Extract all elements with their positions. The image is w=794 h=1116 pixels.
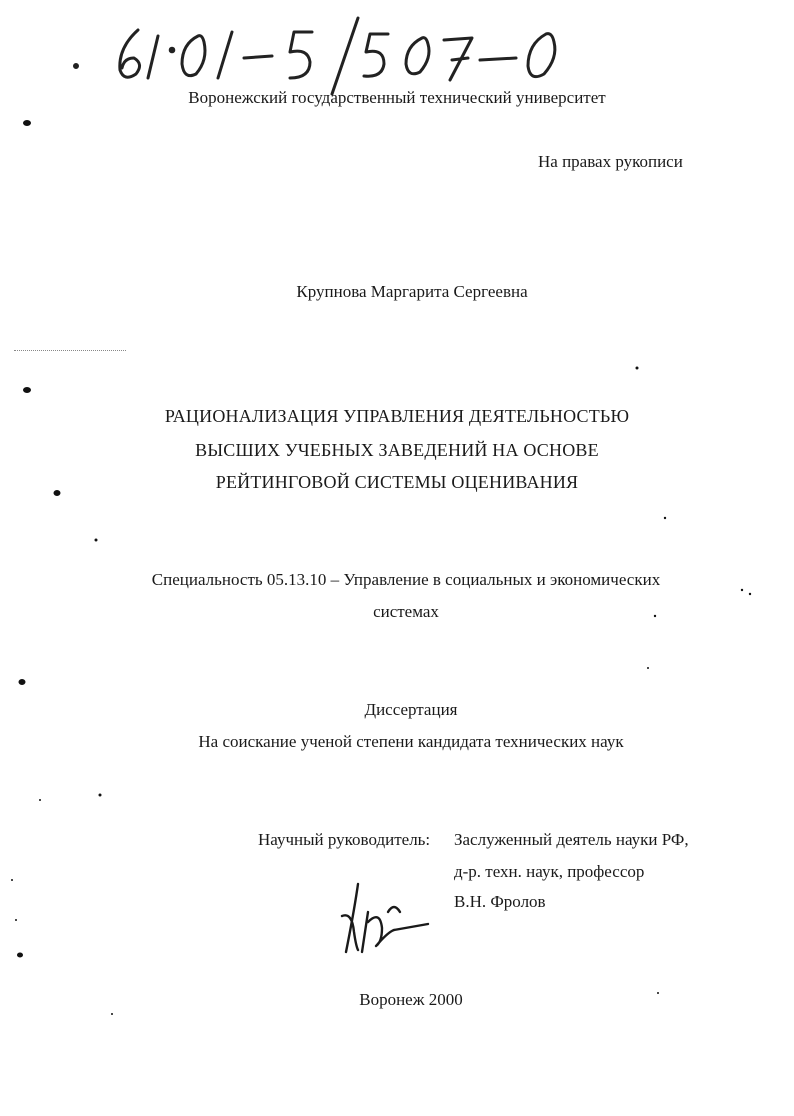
manuscript-rights-note: На правах рукописи xyxy=(538,152,683,171)
supervisor-title-2: д-р. техн. наук, профессор xyxy=(454,862,645,881)
supervisor-label: Научный руководитель: xyxy=(258,830,431,849)
author-name: Крупнова Маргарита Сергеевна xyxy=(296,282,528,301)
specialty-line-1: Специальность 05.13.10 – Управление в социальных и экономических xyxy=(151,570,661,589)
degree-line: На соискание ученой степени кандидата технических наук xyxy=(198,732,624,751)
supervisor-title-1: Заслуженный деятель науки РФ, xyxy=(454,830,689,849)
university-name: Воронежский государственный технический университет xyxy=(188,88,606,107)
supervisor-name: В.Н. Фролов xyxy=(454,892,546,911)
handwritten-signature xyxy=(328,872,438,967)
city-year: Воронеж 2000 xyxy=(359,990,463,1009)
specialty-line-2: системах xyxy=(373,602,439,621)
thesis-title-line-3: РЕЙТИНГОВОЙ СИСТЕМЫ ОЦЕНИВАНИЯ xyxy=(215,472,579,492)
handwritten-archive-code xyxy=(40,8,640,98)
work-type: Диссертация xyxy=(364,700,458,719)
thesis-title-line-2: ВЫСШИХ УЧЕБНЫХ ЗАВЕДЕНИЙ НА ОСНОВЕ xyxy=(195,440,599,460)
thesis-title-line-1: РАЦИОНАЛИЗАЦИЯ УПРАВЛЕНИЯ ДЕЯТЕЛЬНОСТЬЮ xyxy=(164,406,630,426)
scan-artifact-line xyxy=(14,350,126,351)
